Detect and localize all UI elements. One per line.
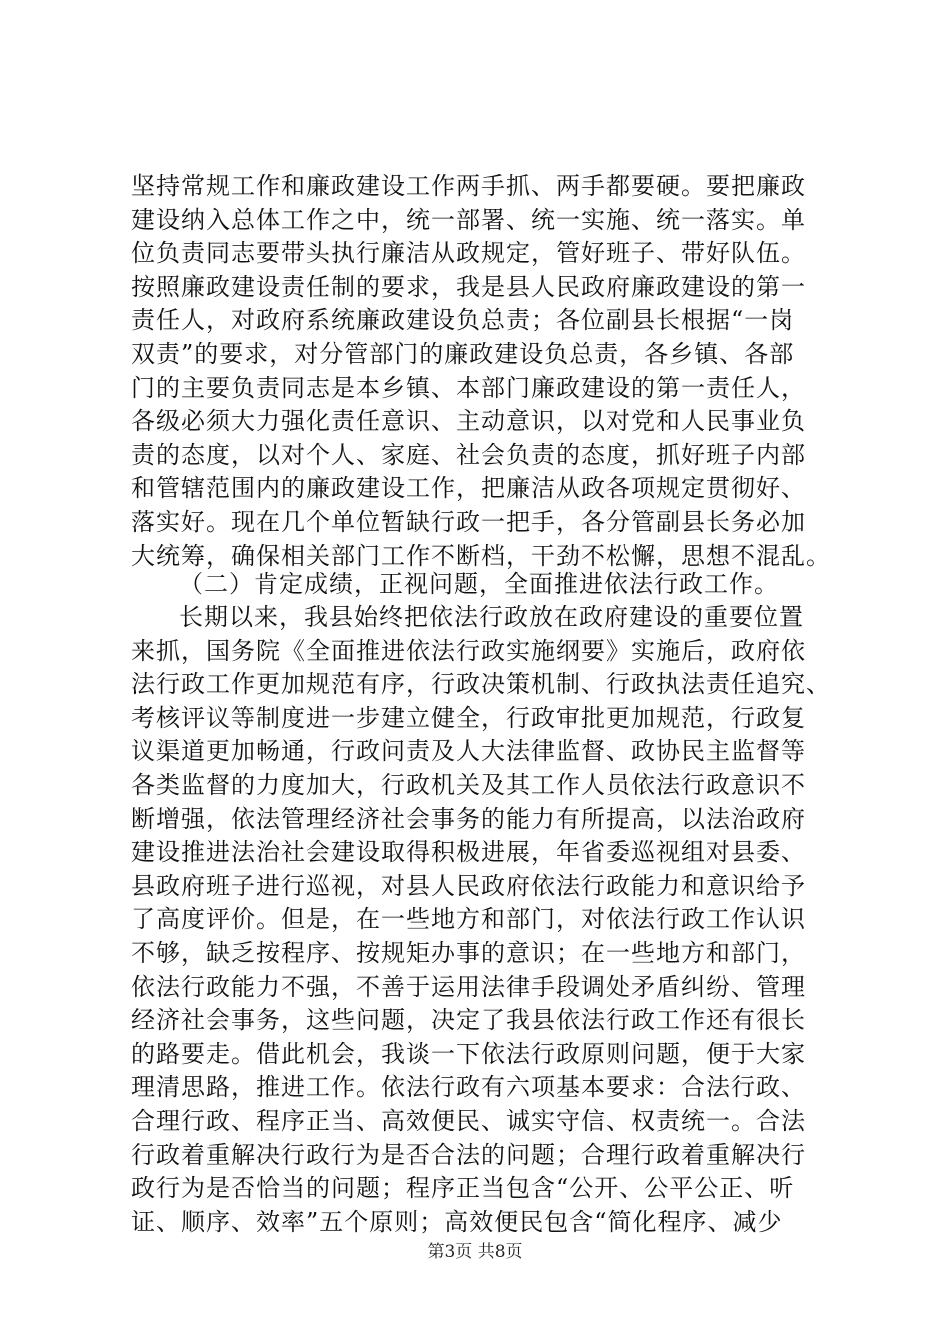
text-line: 行政着重解决行政行为是否合法的问题；合理行政着重解决行: [131, 1140, 806, 1169]
text-line: 位负责同志要带头执行廉洁从政规定，管好班子、带好队伍。: [131, 239, 806, 268]
text-line: 经济社会事务，这些问题，决定了我县依法行政工作还有很长: [131, 1006, 806, 1035]
text-line: 和管辖范围内的廉政建设工作，把廉洁从政各项规定贯彻好、: [131, 474, 806, 503]
text-line: 责任人，对政府系统廉政建设负总责；各位副县长根据“一岗: [131, 306, 795, 335]
text-line: 来抓，国务院《全面推进依法行政实施纲要》实施后，政府依: [131, 636, 806, 665]
text-line: 建设推进法治社会建设取得积极进展，年省委巡视组对县委、: [131, 838, 806, 867]
paragraph-responsibility: [131, 170, 831, 573]
page-number-footer: 第3页 共8页: [427, 1242, 523, 1262]
text-line: 理清思路，推进工作。依法行政有六项基本要求：合法行政、: [131, 1073, 806, 1102]
text-line: 证、顺序、效率”五个原则；高效便民包含“简化程序、减少: [131, 1207, 783, 1236]
text-line: 依法行政能力不强，不善于运用法律手段调处矛盾纠纷、管理: [131, 972, 806, 1001]
text-line: 门的主要负责同志是本乡镇、本部门廉政建设的第一责任人，: [131, 373, 806, 402]
text-line: 了高度评价。但是，在一些地方和部门，对依法行政工作认识: [131, 905, 806, 934]
text-line: 的路要走。借此机会，我谈一下依法行政原则问题，便于大家: [131, 1039, 806, 1068]
text-line: 政行为是否恰当的问题；程序正当包含“公开、公平公正、听: [131, 1174, 795, 1203]
text-line: 落实好。现在几个单位暂缺行政一把手，各分管副县长务必加: [131, 507, 806, 536]
paragraph-rule-of-law: [131, 601, 831, 1239]
text-line: 各类监督的力度加大，行政机关及其工作人员依法行政意识不: [131, 770, 806, 799]
text-line: 考核评议等制度进一步建立健全，行政审批更加规范，行政复: [131, 703, 806, 732]
text-line: 法行政工作更加规范有序，行政决策机制、行政执法责任追究、: [131, 670, 831, 699]
section-heading: [131, 568, 831, 602]
text-line: 责的态度，以对个人、家庭、社会负责的态度，抓好班子内部: [131, 440, 806, 469]
text-line: 大统筹，确保相关部门工作不断档，干劲不松懈，思想不混乱。: [131, 541, 831, 570]
text-line: 坚持常规工作和廉政建设工作两手抓、两手都要硬。要把廉政: [131, 172, 806, 200]
text-line: 合理行政、程序正当、高效便民、诚实守信、权责统一。合法: [131, 1106, 806, 1135]
text-line: 县政府班子进行巡视，对县人民政府依法行政能力和意识给予: [131, 871, 806, 900]
text-line: 不够，缺乏按程序、按规矩办事的意识；在一些地方和部门，: [131, 938, 806, 967]
text-line: 议渠道更加畅通，行政问责及人大法律监督、政协民主监督等: [131, 737, 806, 766]
text-line: 各级必须大力强化责任意识、主动意识，以对党和人民事业负: [131, 407, 806, 436]
section-heading-text: （二）肯定成绩，正视问题，全面推进依法行政工作。: [179, 570, 779, 598]
text-line: 双责”的要求，对分管部门的廉政建设负总责，各乡镇、各部: [131, 339, 795, 368]
text-line: 建设纳入总体工作之中，统一部署、统一实施、统一落实。单: [131, 205, 806, 234]
text-line: 断增强，依法管理经济社会事务的能力有所提高，以法治政府: [131, 804, 806, 833]
text-line: 长期以来，我县始终把依法行政放在政府建设的重要位置: [179, 603, 804, 631]
text-line: 按照廉政建设责任制的要求，我是县人民政府廉政建设的第一: [131, 272, 806, 301]
